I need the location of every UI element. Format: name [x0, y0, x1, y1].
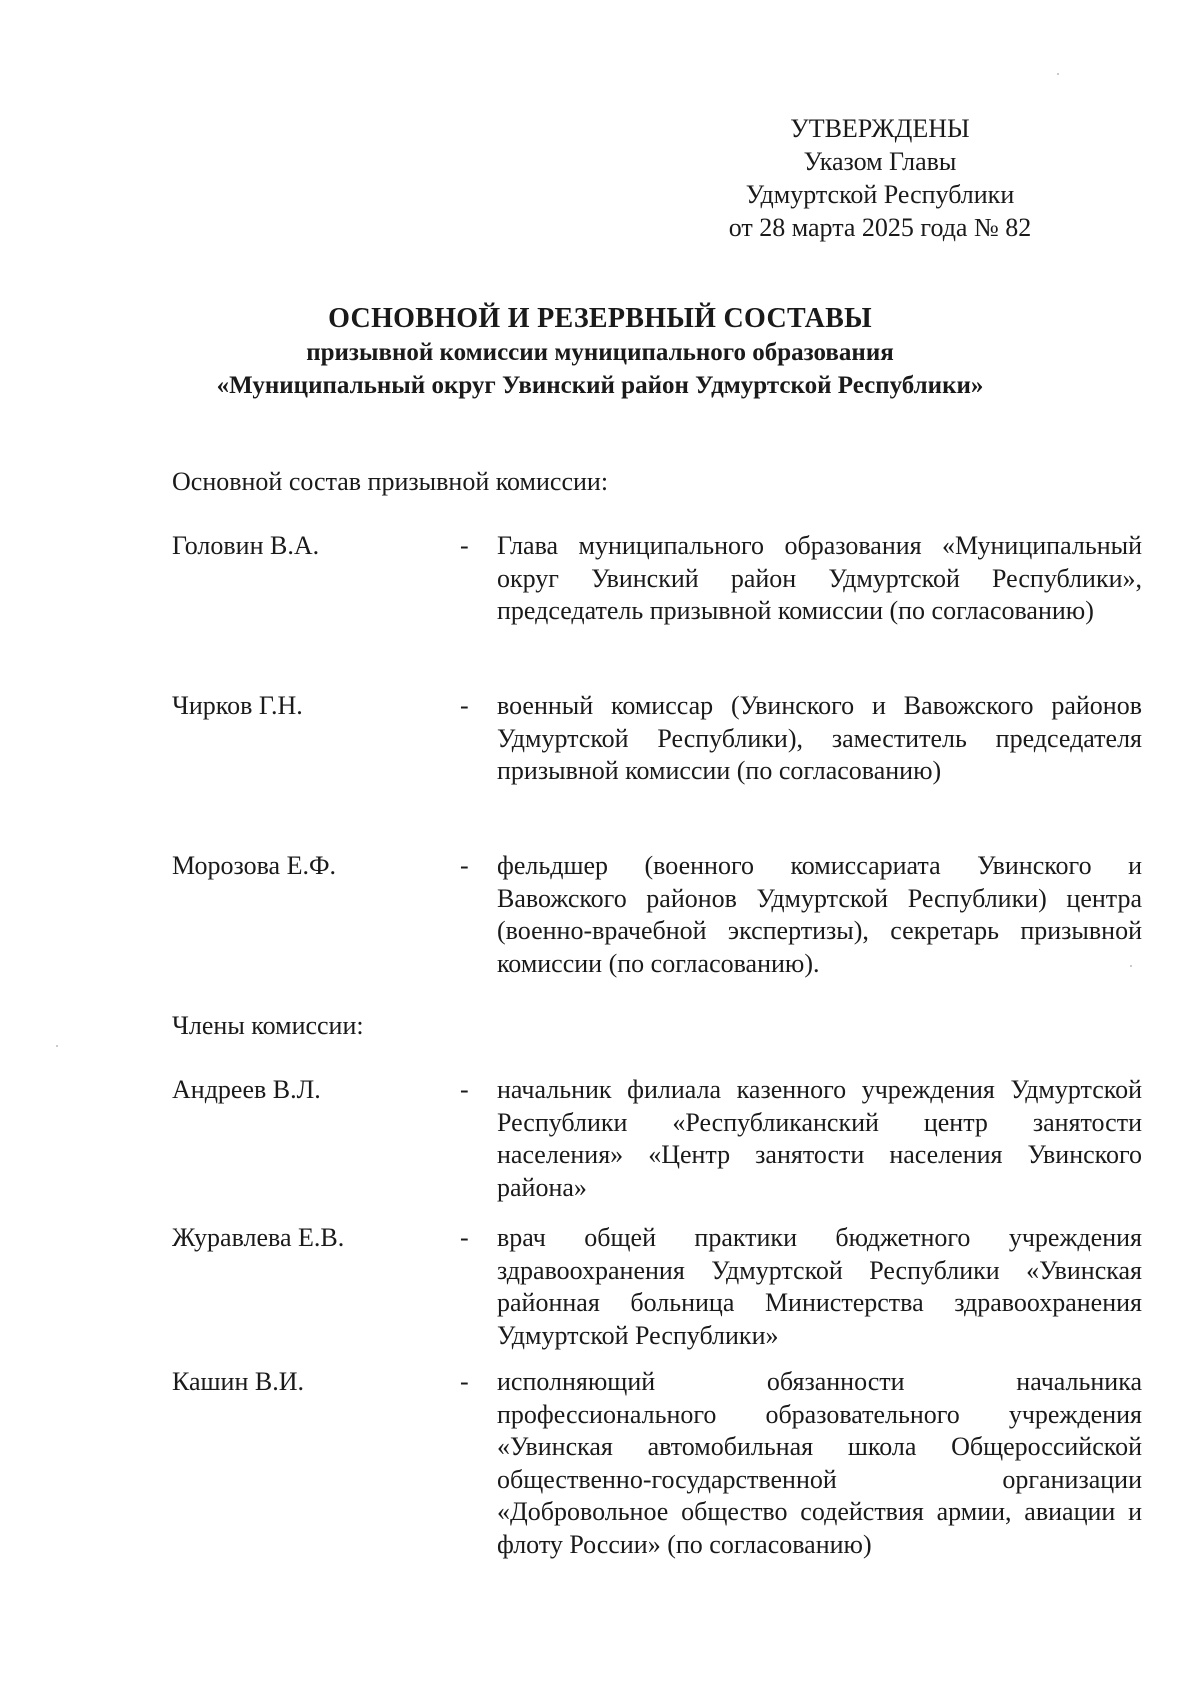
member-dash: -: [460, 1367, 469, 1396]
approval-line-4: от 28 марта 2025 года № 82: [728, 213, 1032, 242]
member-description: фельдшер (военного комиссариата Увинского и Вавожского районов Удмуртской Республики) центра (военно-врачебной экспертизы), секретарь призывной комиссии (по согласованию).: [497, 851, 1142, 978]
scan-speck: [56, 1045, 58, 1047]
approval-line-1: УТВЕРЖДЕНЫ: [790, 114, 970, 143]
member-dash: -: [460, 1223, 469, 1252]
scan-speck: [1057, 73, 1059, 75]
member-dash: -: [460, 531, 469, 560]
commission-members-heading: Члены комиссии:: [172, 1011, 364, 1040]
member-description: начальник филиала казенного учреждения Удмуртской Республики «Республиканский центр занятости населения» «Центр занятости населения Увинского района»: [497, 1075, 1142, 1202]
member-description: исполняющий обязанности начальника профессионального образовательного учреждения «Увинская автомобильная школа Общероссийской общественно-государственной организации «Добровольное общество содействия армии, авиации и флоту России» (по согласованию): [497, 1367, 1142, 1559]
main-composition-heading: Основной состав призывной комиссии:: [172, 467, 609, 496]
member-description: военный комиссар (Увинского и Вавожского районов Удмуртской Республики), заместитель председателя призывной комиссии (по согласованию): [497, 691, 1142, 785]
title-main: ОСНОВНОЙ И РЕЗЕРВНЫЙ СОСТАВЫ: [328, 303, 872, 334]
title-subtitle-2: «Муниципальный округ Увинский район Удмуртской Республики»: [216, 372, 984, 399]
member-dash: -: [460, 691, 469, 720]
member-name: Журавлева Е.В.: [172, 1223, 345, 1252]
member-name: Андреев В.Л.: [172, 1075, 321, 1104]
title-subtitle-1: призывной комиссии муниципального образования: [306, 339, 894, 366]
member-description: Глава муниципального образования «Муниципальный округ Увинский район Удмуртской Республики», председатель призывной комиссии (по согласованию): [497, 531, 1142, 625]
member-name: Кашин В.И.: [172, 1367, 305, 1396]
member-dash: -: [460, 1075, 469, 1104]
scan-speck: [1130, 965, 1132, 967]
member-description: врач общей практики бюджетного учреждения здравоохранения Удмуртской Республики «Увинская районная больница Министерства здравоохранения Удмуртской Республики»: [497, 1223, 1142, 1350]
member-dash: -: [460, 851, 469, 880]
member-name: Морозова Е.Ф.: [172, 851, 336, 880]
member-name: Чирков Г.Н.: [172, 691, 303, 720]
approval-stamp: [700, 112, 1060, 244]
approval-line-2: Указом Главы: [803, 147, 957, 176]
member-name: Головин В.А.: [172, 531, 320, 560]
document-title: [100, 302, 1100, 402]
approval-line-3: Удмуртской Республики: [745, 180, 1015, 209]
